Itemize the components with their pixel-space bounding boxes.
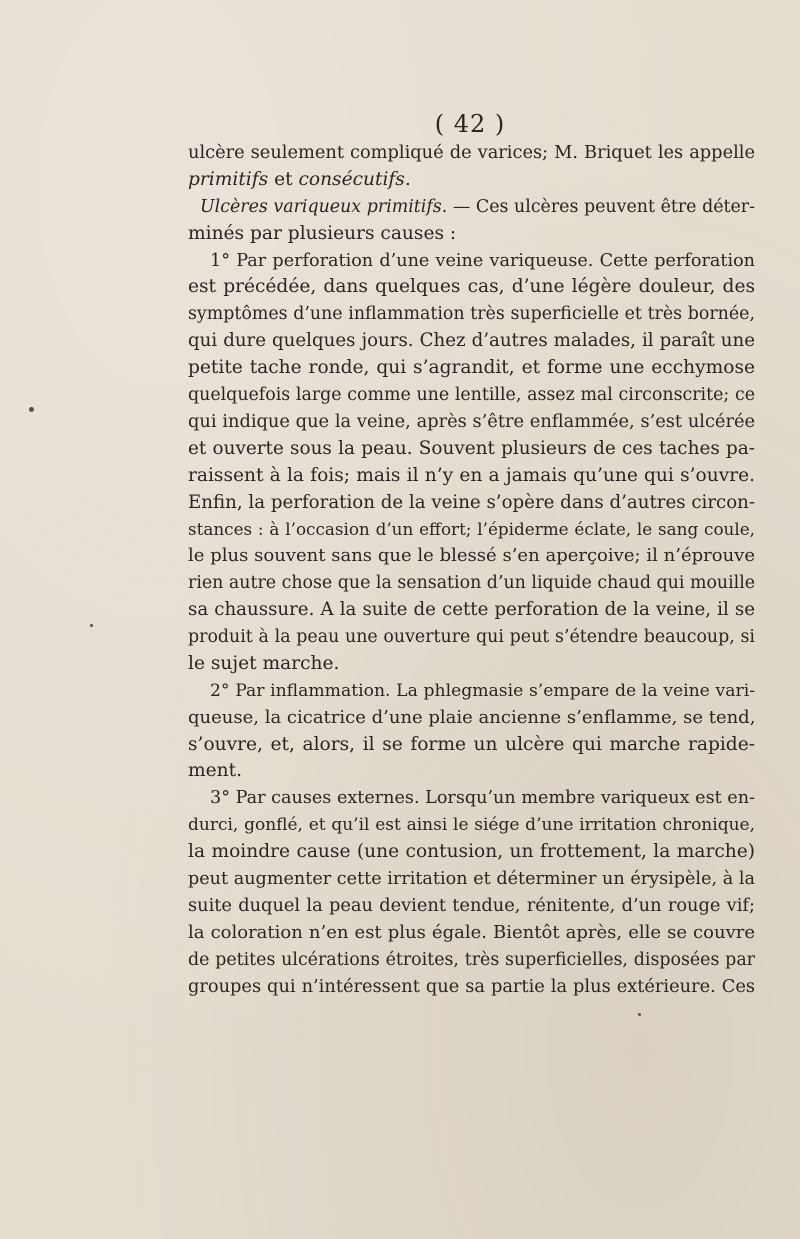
text-line: ment.	[188, 760, 242, 782]
text-line: ulcère seulement compliqué de varices; M. Briquet les appelle	[188, 142, 755, 163]
section-heading: Ulcères variqueux primitifs	[200, 196, 442, 217]
text-line: qui dure quelques jours. Chez d’autres malades, il paraît une	[188, 330, 755, 352]
text-line: qui indique que la veine, après s’être enflammée, s’est ulcérée	[188, 410, 755, 432]
italic-term: primitifs	[188, 168, 269, 190]
text-line: est précédée, dans quelques cas, d’une légère douleur, des	[188, 276, 755, 298]
text-line: 3° Par causes externes. Lorsqu’un membre variqueux est en-	[210, 788, 755, 809]
paper-speck	[29, 407, 34, 412]
text-line: la moindre cause (une contusion, un frottement, la marche)	[188, 841, 755, 863]
body-text	[188, 140, 755, 1001]
text-line: produit à la peau une ouverture qui peut s’étendre beaucoup, si	[188, 627, 755, 648]
text-line: Enfin, la perforation de la veine s’opère dans d’autres circon-	[188, 491, 756, 513]
text-line: minés par plusieurs causes :	[188, 222, 457, 244]
text-line: la coloration n’en est plus égale. Bientôt après, elle se couvre	[188, 921, 755, 943]
text-line: et ouverte sous la peau. Souvent plusieurs de ces taches pa-	[188, 437, 755, 459]
text-line: symptômes d’une inflammation très superficielle et très bornée,	[188, 304, 755, 325]
text-line: de petites ulcérations étroites, très superficielles, disposées par	[188, 949, 755, 970]
page-number: ( 42 )	[434, 110, 506, 138]
text-line: le plus souvent sans que le blessé s’en aperçoive; il n’éprouve	[188, 545, 755, 567]
text-line: stances : à l’occasion d’un effort; l’épiderme éclate, le sang coule,	[188, 519, 755, 540]
text-line: suite duquel la peau devient tendue, rénitente, d’un rouge vif;	[188, 894, 755, 916]
text-line: le sujet marche.	[188, 652, 340, 674]
text-line: peut augmenter cette irritation et déterminer un érysipèle, à la	[188, 869, 755, 890]
text-line: s’ouvre, et, alors, il se forme un ulcère qui marche rapide-	[188, 733, 755, 755]
text-line: 1° Par perforation d’une veine variqueuse. Cette perforation	[210, 250, 755, 271]
text-line: rien autre chose que la sensation d’un liquide chaud qui mouille	[188, 573, 756, 594]
text-line: raissent à la fois; mais il n’y en a jamais qu’une qui s’ouvre.	[188, 464, 755, 486]
text-line: petite tache ronde, qui s’agrandit, et forme une ecchymose	[188, 357, 755, 379]
text-line: queuse, la cicatrice d’une plaie ancienne s’enflamme, se tend,	[188, 706, 756, 728]
section-heading-line: Ulcères variqueux primitifs. — Ces ulcères peuvent être déter-	[200, 196, 755, 217]
text-line: 2° Par inflammation. La phlegmasie s’empare de la veine vari-	[210, 680, 755, 701]
text-line: durci, gonflé, et qu’il est ainsi le siége d’une irritation chronique,	[188, 815, 755, 836]
italic-term: consécutifs	[298, 168, 405, 190]
text-line: quelquefois large comme une lentille, assez mal circonscrite; ce	[188, 385, 755, 406]
text-line: primitifs et consécutifs.	[188, 168, 411, 190]
paper-speck	[90, 624, 93, 627]
text-line: sa chaussure. A la suite de cette perforation de la veine, il se	[188, 599, 755, 621]
paper-speck	[638, 1013, 641, 1016]
text-line: groupes qui n’intéressent que sa partie la plus extérieure. Ces	[188, 975, 755, 997]
